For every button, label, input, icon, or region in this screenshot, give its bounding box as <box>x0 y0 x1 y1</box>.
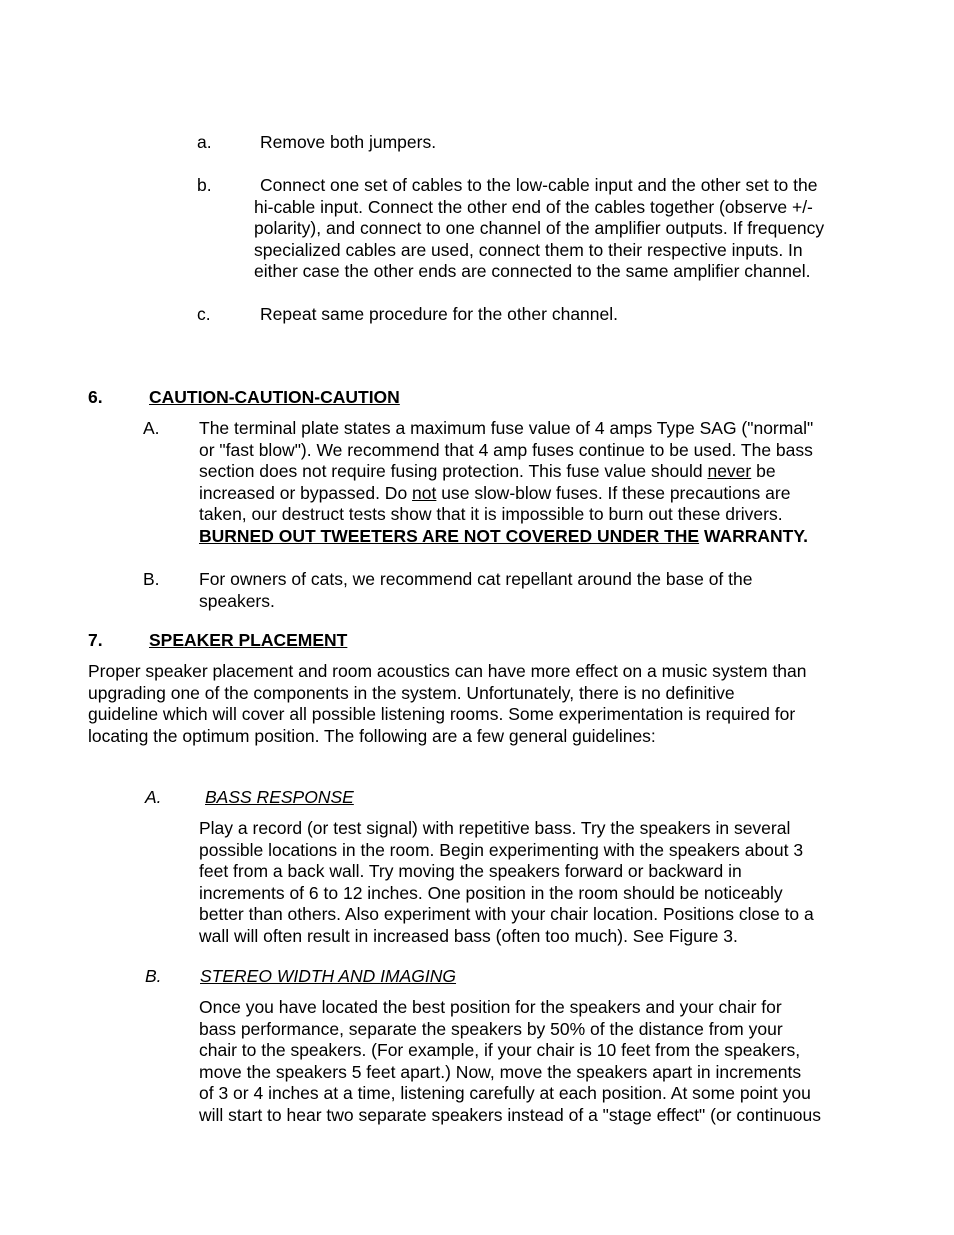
section-7-title: SPEAKER PLACEMENT <box>149 630 348 650</box>
bass-line: increments of 6 to 12 inches. One position in the room should be noticeably <box>199 882 783 903</box>
step-b-line: Connect one set of cables to the low-cable input and the other set to the <box>260 175 818 195</box>
stereo-width-body <box>199 997 874 1126</box>
caution-a-line <box>199 526 874 548</box>
step-b-line: specialized cables are used, connect them to their respective inputs. In <box>254 239 803 260</box>
step-b-line: hi-cable input. Connect the other end of the cables together (observe +/- <box>254 196 813 217</box>
intro-line: guideline which will cover all possible listening rooms. Some experimentation is required for <box>88 704 796 724</box>
caution-b-text <box>199 569 874 612</box>
stereo-line: will start to hear two separate speakers instead of a "stage effect" (or continuous <box>199 1104 822 1125</box>
step-c-letter: c. <box>197 304 211 324</box>
step-a-letter: a. <box>197 132 212 152</box>
intro-line: upgrading one of the components in the system. Unfortunately, there is no definitive <box>88 682 735 703</box>
text-span: increased or bypassed. Do <box>199 482 413 503</box>
step-b-letter: b. <box>197 175 212 195</box>
caution-a-text <box>199 418 874 547</box>
never-emphasis: never <box>707 461 752 481</box>
section-6-title: CAUTION-CAUTION-CAUTION <box>149 387 400 407</box>
stereo-line: chair to the speakers. (For example, if your chair is 10 feet from the speakers, <box>199 1040 801 1060</box>
warranty-warning: BURNED OUT TWEETERS ARE NOT COVERED UNDER THE <box>199 525 700 546</box>
bass-line: better than others. Also experiment with your chair location. Positions close to a <box>199 904 814 924</box>
text-span: section does not require fusing protection. This fuse value should <box>199 461 708 481</box>
section-6-number: 6. <box>88 387 103 407</box>
bass-line: Play a record (or test signal) with repetitive bass. Try the speakers in several <box>199 818 791 838</box>
caution-a-line: The terminal plate states a maximum fuse value of 4 amps Type SAG ("normal" <box>199 418 814 438</box>
warranty-word: WARRANTY. <box>699 525 808 546</box>
intro-line: locating the optimum position. The following are a few general guidelines: <box>88 725 656 746</box>
stereo-line: of 3 or 4 inches at a time, listening carefully at each position. At some point you <box>199 1083 811 1103</box>
stereo-width-title: STEREO WIDTH AND IMAGING <box>200 966 457 986</box>
text-span: be <box>751 461 776 481</box>
intro-line: Proper speaker placement and room acoustics can have more effect on a music system than <box>88 661 807 681</box>
bass-line: possible locations in the room. Begin experimenting with the speakers about 3 <box>199 839 804 860</box>
bass-response-title: BASS RESPONSE <box>205 787 354 807</box>
step-b-line: polarity), and connect to one channel of the amplifier outputs. If frequency <box>254 218 825 238</box>
caution-a-line <box>199 483 874 505</box>
caution-a-letter: A. <box>143 418 160 438</box>
step-b-line: either case the other ends are connected to the same amplifier channel. <box>254 261 811 281</box>
not-emphasis: not <box>412 482 437 503</box>
caution-b-line: For owners of cats, we recommend cat repellant around the base of the <box>199 569 753 589</box>
text-span: use slow-blow fuses. If these precautions are <box>436 482 791 503</box>
section-7-number: 7. <box>88 630 103 650</box>
step-a-text: Remove both jumpers. <box>260 132 437 152</box>
caution-a-line: or "fast blow"). We recommend that 4 amp fuses continue to be used. The bass <box>199 439 813 460</box>
stereo-line: Once you have located the best position for the speakers and your chair for <box>199 997 782 1017</box>
stereo-width-letter: B. <box>145 966 162 986</box>
step-c-text: Repeat same procedure for the other channel. <box>260 304 618 324</box>
bass-line: feet from a back wall. Try moving the speakers forward or backward in <box>199 861 742 881</box>
bass-response-letter: A. <box>145 787 162 807</box>
caution-a-line: taken, our destruct tests show that it is impossible to burn out these drivers. <box>199 504 783 524</box>
stereo-line: move the speakers 5 feet apart.) Now, move the speakers apart in increments <box>199 1061 802 1082</box>
caution-b-line: speakers. <box>199 590 275 611</box>
stereo-line: bass performance, separate the speakers by 50% of the distance from your <box>199 1018 783 1039</box>
caution-b-letter: B. <box>143 569 160 589</box>
bass-line: wall will often result in increased bass (often too much). See Figure 3. <box>199 925 738 946</box>
placement-intro <box>88 661 868 747</box>
step-b-text <box>254 175 874 283</box>
caution-a-line <box>199 461 874 483</box>
bass-response-body <box>199 818 874 947</box>
